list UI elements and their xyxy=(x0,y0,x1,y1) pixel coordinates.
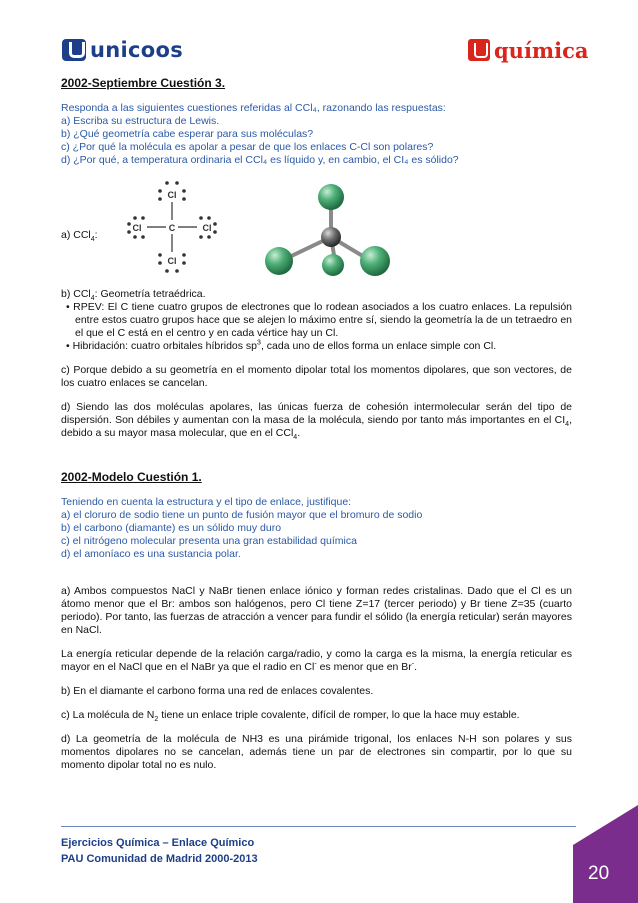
lewis-cl-bottom: Cl xyxy=(167,256,177,266)
quimica-logo-text: química xyxy=(494,37,589,63)
document-body xyxy=(61,76,572,772)
question-2-heading: 2002-Modelo Cuestión 1. xyxy=(61,470,202,484)
unicoos-logo-text: unicoos xyxy=(90,38,184,62)
unicoos-u-icon xyxy=(62,39,86,61)
lewis-cl-right: Cl xyxy=(202,223,212,233)
page-corner-decoration xyxy=(573,805,638,903)
answer-2-c: c) La molécula de $N_2$ tiene un enlace triple covalente, difícil de romper, lo que la hace muy estable. xyxy=(61,709,520,724)
chlorine-atom-right xyxy=(360,246,390,276)
question-1-intro: Responda a las siguientes cuestiones referidas al CCl₄, razonando las respuestas: xyxy=(61,102,446,114)
ccl4-figure-label: a) CCl$_4$: xyxy=(61,229,98,244)
ccl4-figure-row xyxy=(61,177,572,277)
hybridization-bullet: • Hibridación: cuatro orbitales híbridos $sp^3$, cada uno de ellos forma un enlace simple con Cl. xyxy=(66,339,497,352)
lewis-structure-diagram xyxy=(127,177,217,277)
lewis-carbon: C xyxy=(168,223,176,233)
question-1-item-d: d) ¿Por qué, a temperatura ordinaria el CCl₄ es líquido y, en cambio, el CI₄ es sólido? xyxy=(61,154,459,166)
tetrahedral-molecule-model xyxy=(253,181,405,277)
lewis-cl-top: Cl xyxy=(167,190,177,200)
answer-2-lattice-energy: La energía reticular depende de la relación carga/radio, y como la carga es la misma, la energía reticular es mayor en el NaCl que en el NaBr ya que el radio en Cl- es menor que en Br-. xyxy=(61,648,572,673)
question-2-item-d: d) el amoníaco es una sustancia polar. xyxy=(61,548,241,560)
question-1-heading: 2002-Septiembre Cuestión 3. xyxy=(61,76,226,90)
answer-2-b: b) En el diamante el carbono forma una red de enlaces covalentes. xyxy=(61,685,374,697)
unicoos-logo[interactable] xyxy=(62,38,183,62)
answer-1-c: c) Porque debido a su geometría en el momento dipolar total los momentos dipolares, que son vectores, de los cuatro enlaces se cancelan. xyxy=(61,364,572,389)
answer-2-a: a) Ambos compuestos NaCl y NaBr tienen enlace iónico y forman redes cristalinas. Dado que el Cl es un átomo menor que el Br: ambos son halógenos, pero Cl tiene Z=17 (tercer periodo) y Br tiene Z=35 (cuarto periodo). Por tanto, las fuerzas de atracción a vencer para fundir el sólido (la energía reticular) serán mayores en NaCl. xyxy=(61,585,572,636)
question-2-item-a: a) el cloruro de sodio tiene un punto de fusión mayor que el bromuro de sodio xyxy=(61,509,423,521)
footer-title: Ejercicios Química – Enlace Químico xyxy=(61,837,255,849)
question-1-item-b: b) ¿Qué geometría cabe esperar para sus moléculas? xyxy=(61,128,314,140)
answer-1-b: b) CCl$_4$: Geometría tetraédrica. xyxy=(61,288,206,303)
answer-1-d: d) Siendo las dos moléculas apolares, las únicas fuerza de cohesión intermolecular serán del tipo de dispersión. Son débiles y aumentan con la masa de la molécula, siendo por tanto más importantes en el $CI_4$, debido a su mayor masa molecular, que en el CCl$_4$. xyxy=(61,401,572,442)
footer-divider xyxy=(61,826,576,827)
carbon-atom xyxy=(321,227,341,247)
page-footer xyxy=(61,835,258,867)
answer-2-d: d) La geometría de la molécula de NH3 es una pirámide trigonal, los enlaces N-H son polares y sus momentos dipolares no se cancelan, además tiene un par de electrones sin compartir, por lo que su momento dipolar total no es nulo. xyxy=(61,733,572,771)
question-2-intro: Teniendo en cuenta la estructura y el tipo de enlace, justifique: xyxy=(61,496,352,508)
quimica-logo[interactable] xyxy=(468,38,589,62)
answer-1-b-block xyxy=(61,288,572,353)
footer-subtitle: PAU Comunidad de Madrid 2000-2013 xyxy=(61,853,258,865)
question-1-statement xyxy=(61,102,572,167)
rpev-bullet: • RPEV: El C tiene cuatro grupos de electrones que lo rodean asociados a los cuatro enlaces. La repulsión entre estos cuatro grupos hace que se alejen lo máximo entre sí, siendo la geometría la de un tetraedro en el que el C está en el centro y en cada vértice hay un Cl. xyxy=(66,301,572,339)
question-1-item-c: c) ¿Por qué la molécula es apolar a pesar de que los enlaces C-Cl son polares? xyxy=(61,141,434,153)
question-1-item-a: a) Escriba su estructura de Lewis. xyxy=(61,115,220,127)
lewis-cl-left: Cl xyxy=(132,223,142,233)
page-number: 20 xyxy=(588,863,610,884)
question-2-item-c: c) el nitrógeno molecular presenta una gran estabilidad química xyxy=(61,535,357,547)
question-2-item-b: b) el carbono (diamante) es un sólido muy duro xyxy=(61,522,282,534)
chlorine-atom-bottom xyxy=(322,254,344,276)
chlorine-atom-left xyxy=(265,247,293,275)
chlorine-atom-top xyxy=(318,184,344,210)
page-header xyxy=(0,0,638,70)
flask-icon xyxy=(468,39,490,61)
question-2-statement xyxy=(61,496,572,561)
